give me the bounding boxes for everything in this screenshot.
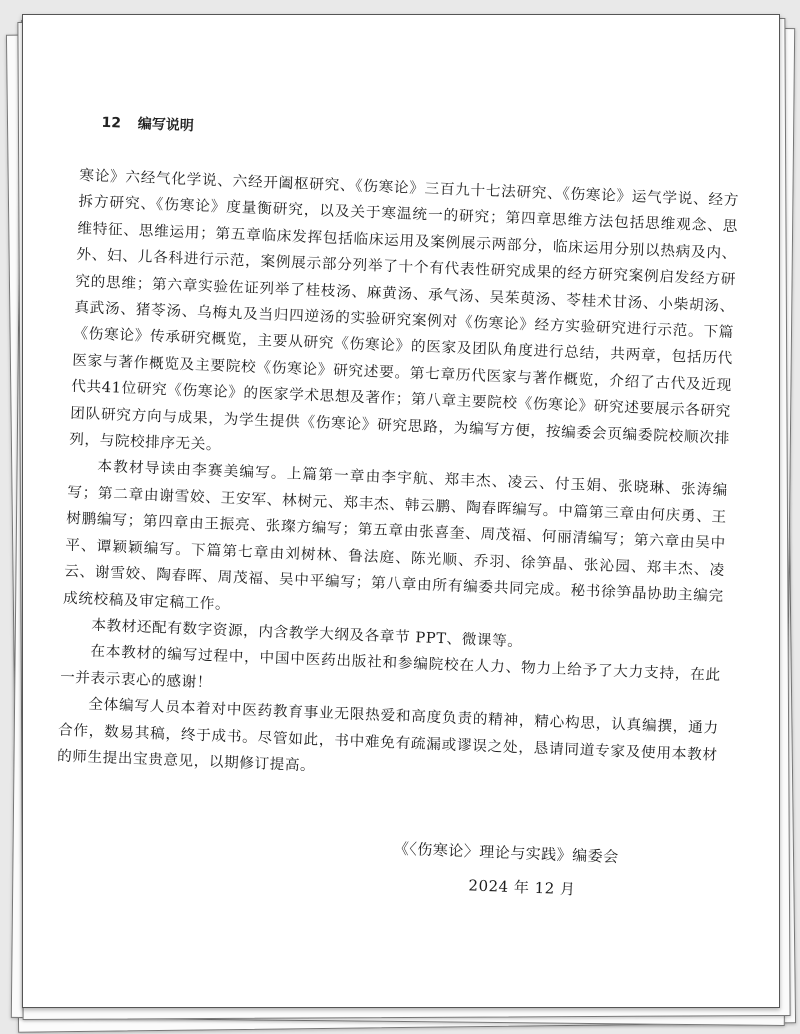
section-title: 编写说明 xyxy=(137,116,195,135)
paragraph-closing: 全体编写人员本着对中医药教育事业无限热爱和高度负责的精神，精心构思，认真编撰，通力合作，数易其稿，终于成书。尽管如此，书中难免有疏漏或谬误之处，恳请同道专家及使用本教材的师生提出宝贵意见，以期修订提高。 xyxy=(56,695,720,775)
body-text xyxy=(57,163,740,795)
paragraph-authors: 本教材导读由李赛美编写。上篇第一章由李宇航、郑丰杰、凌云、付玉娟、张晓琳、张涛编写；第二章由谢雪姣、王安军、林树元、郑丰杰、韩云鹏、陶春晖编写。中篇第三章由何庆勇、王树鹏编写；第四章由王振亮、张璨方编写；第五章由张喜奎、周茂福、何丽清编写；第六章由吴中平、谭颖颖编写。下篇第七章由刘树林、鲁法庭、陈光顺、乔羽、徐笋晶、张沁园、郑丰杰、凌云、谢雪姣、陶春晖、周茂福、吴中平编写；第八章由所有编委共同完成。秘书徐笋晶协助主编完成统校稿及审定稿工作。 xyxy=(62,458,729,613)
date: 2024 年 12 月 xyxy=(468,876,576,899)
paragraph-continued: 寒论》六经气化学说、六经开阖枢研究、《伤寒论》三百九十七法研究、《伤寒论》运气学说、经方拆方研究、《伤寒论》度量衡研究，以及关于寒温统一的研究；第四章思维方法包括思维观念、思维特征、思维运用；第五章临床发挥包括临床运用及案例展示两部分，临床运用分别以热病及内、外、妇、儿各科进行示范，案例展示部分列举了十个有代表性研究成果的经方研究案例启发经方研究的思维；第六章实验佐证列举了桂枝汤、麻黄汤、承气汤、吴茱萸汤、苓桂术甘汤、小柴胡汤、真武汤、猪苓汤、乌梅丸及当归四逆汤的实验研究案例对《伤寒论》经方实验研究进行示范。下篇《伤寒论》传承研究概览，主要从研究《伤寒论》的医家及团队角度进行总结，共两章，包括历代医家与著作概览及主要院校《伤寒论》研究述要。第七章历代医家与著作概览，介绍了古代及近现代共41位研究《伤寒论》的医家学术思想及著作；第八章主要院校《伤寒论》研究述要展示各研究团队研究方向与成果，为学生提供《伤寒论》研究思路，为编写方便，按编委会页编委院校顺次排列，与院校排序无关。 xyxy=(68,166,740,454)
page-number: 12 xyxy=(101,114,122,132)
page-content xyxy=(22,14,780,1008)
signature: 《〈伤寒论〉理论与实践》编委会 xyxy=(393,839,620,867)
book-page xyxy=(22,14,780,1008)
running-header xyxy=(101,112,194,136)
paragraph-digital-resources: 本教材还配有数字资源，内含教学大纲及各章节 PPT、微课等。 xyxy=(91,616,523,651)
paragraph-acknowledgement: 在本教材的编写过程中，中国中医药出版社和参编院校在人力、物力上给予了大力支持，在此一并表示衷心的感谢！ xyxy=(59,642,722,692)
